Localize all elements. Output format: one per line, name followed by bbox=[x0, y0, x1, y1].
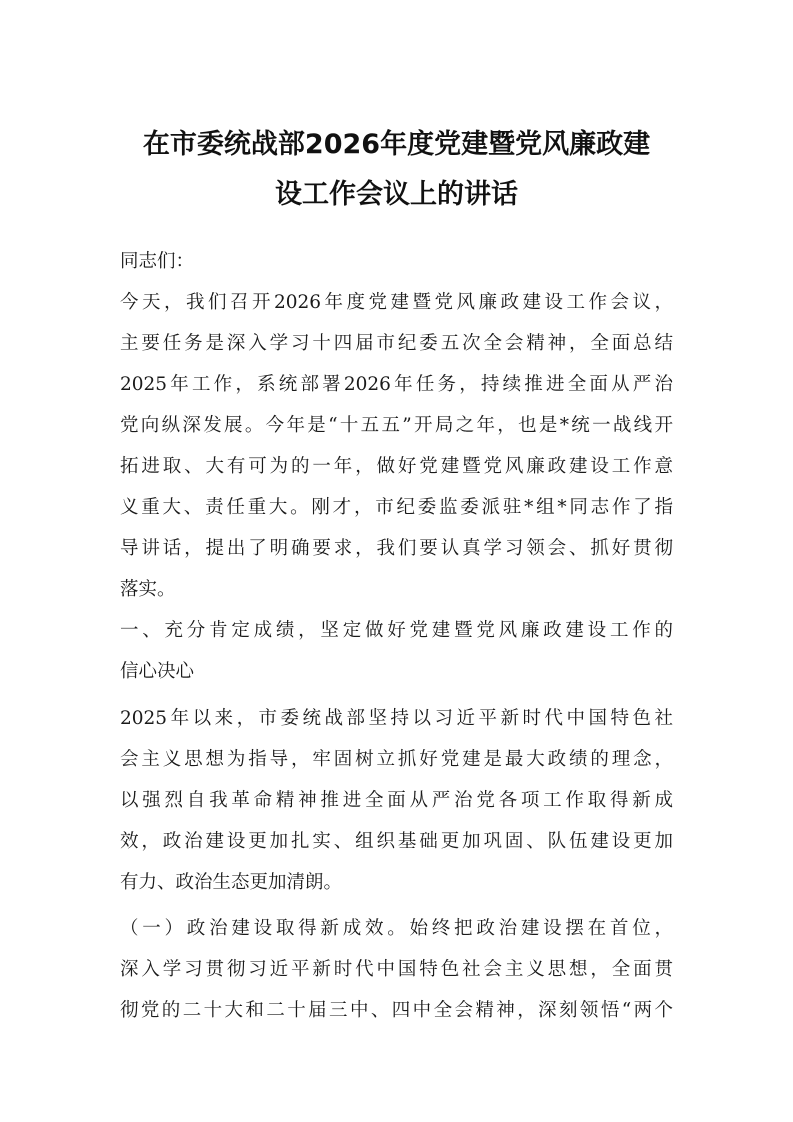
body-line: 党向纵深发展。今年是“十五五”开局之年，也是*统一战线开 bbox=[120, 415, 673, 436]
body-line: 落实。 bbox=[120, 579, 176, 600]
body-line: 义重大、责任重大。刚才，市纪委监委派驻*组*同志作了指 bbox=[120, 497, 673, 518]
body-line: 2025年以来，市委统战部坚持以习近平新时代中国特色社 bbox=[120, 708, 673, 729]
section-heading-line: 信心决心 bbox=[120, 661, 195, 682]
body-line: 今天，我们召开2026年度党建暨党风廉政建设工作会议， bbox=[120, 292, 673, 313]
body-line: 2025年工作，系统部署2026年任务，持续推进全面从严治 bbox=[120, 374, 673, 395]
body-line: 深入学习贯彻习近平新时代中国特色社会主义思想，全面贯 bbox=[120, 959, 673, 980]
body-line: 效，政治建设更加扎实、组织基础更加巩固、队伍建设更加 bbox=[120, 831, 673, 852]
body-line: 主要任务是深入学习十四届市纪委五次全会精神，全面总结 bbox=[120, 333, 673, 354]
body-line: （一）政治建设取得新成效。始终把政治建设摆在首位， bbox=[120, 918, 673, 939]
body-line: 彻党的二十大和二十届三中、四中全会精神，深刻领悟“两个 bbox=[120, 1000, 673, 1021]
section-heading-line: 一、充分肯定成绩，坚定做好党建暨党风廉政建设工作的 bbox=[120, 620, 673, 641]
body-line: 导讲话，提出了明确要求，我们要认真学习领会、抓好贯彻 bbox=[120, 538, 673, 559]
document-title-line-2: 设工作会议上的讲话 bbox=[275, 179, 518, 210]
salutation: 同志们： bbox=[120, 251, 195, 272]
body-line: 拓进取、大有可为的一年，做好党建暨党风廉政建设工作意 bbox=[120, 456, 673, 477]
body-line: 以强烈自我革命精神推进全面从严治党各项工作取得新成 bbox=[120, 790, 673, 811]
body-line: 有力、政治生态更加清朗。 bbox=[120, 872, 343, 893]
body-line: 会主义思想为指导，牢固树立抓好党建是最大政绩的理念， bbox=[120, 749, 673, 770]
document-title-line-1: 在市委统战部2026年度党建暨党风廉政建 bbox=[142, 129, 651, 160]
